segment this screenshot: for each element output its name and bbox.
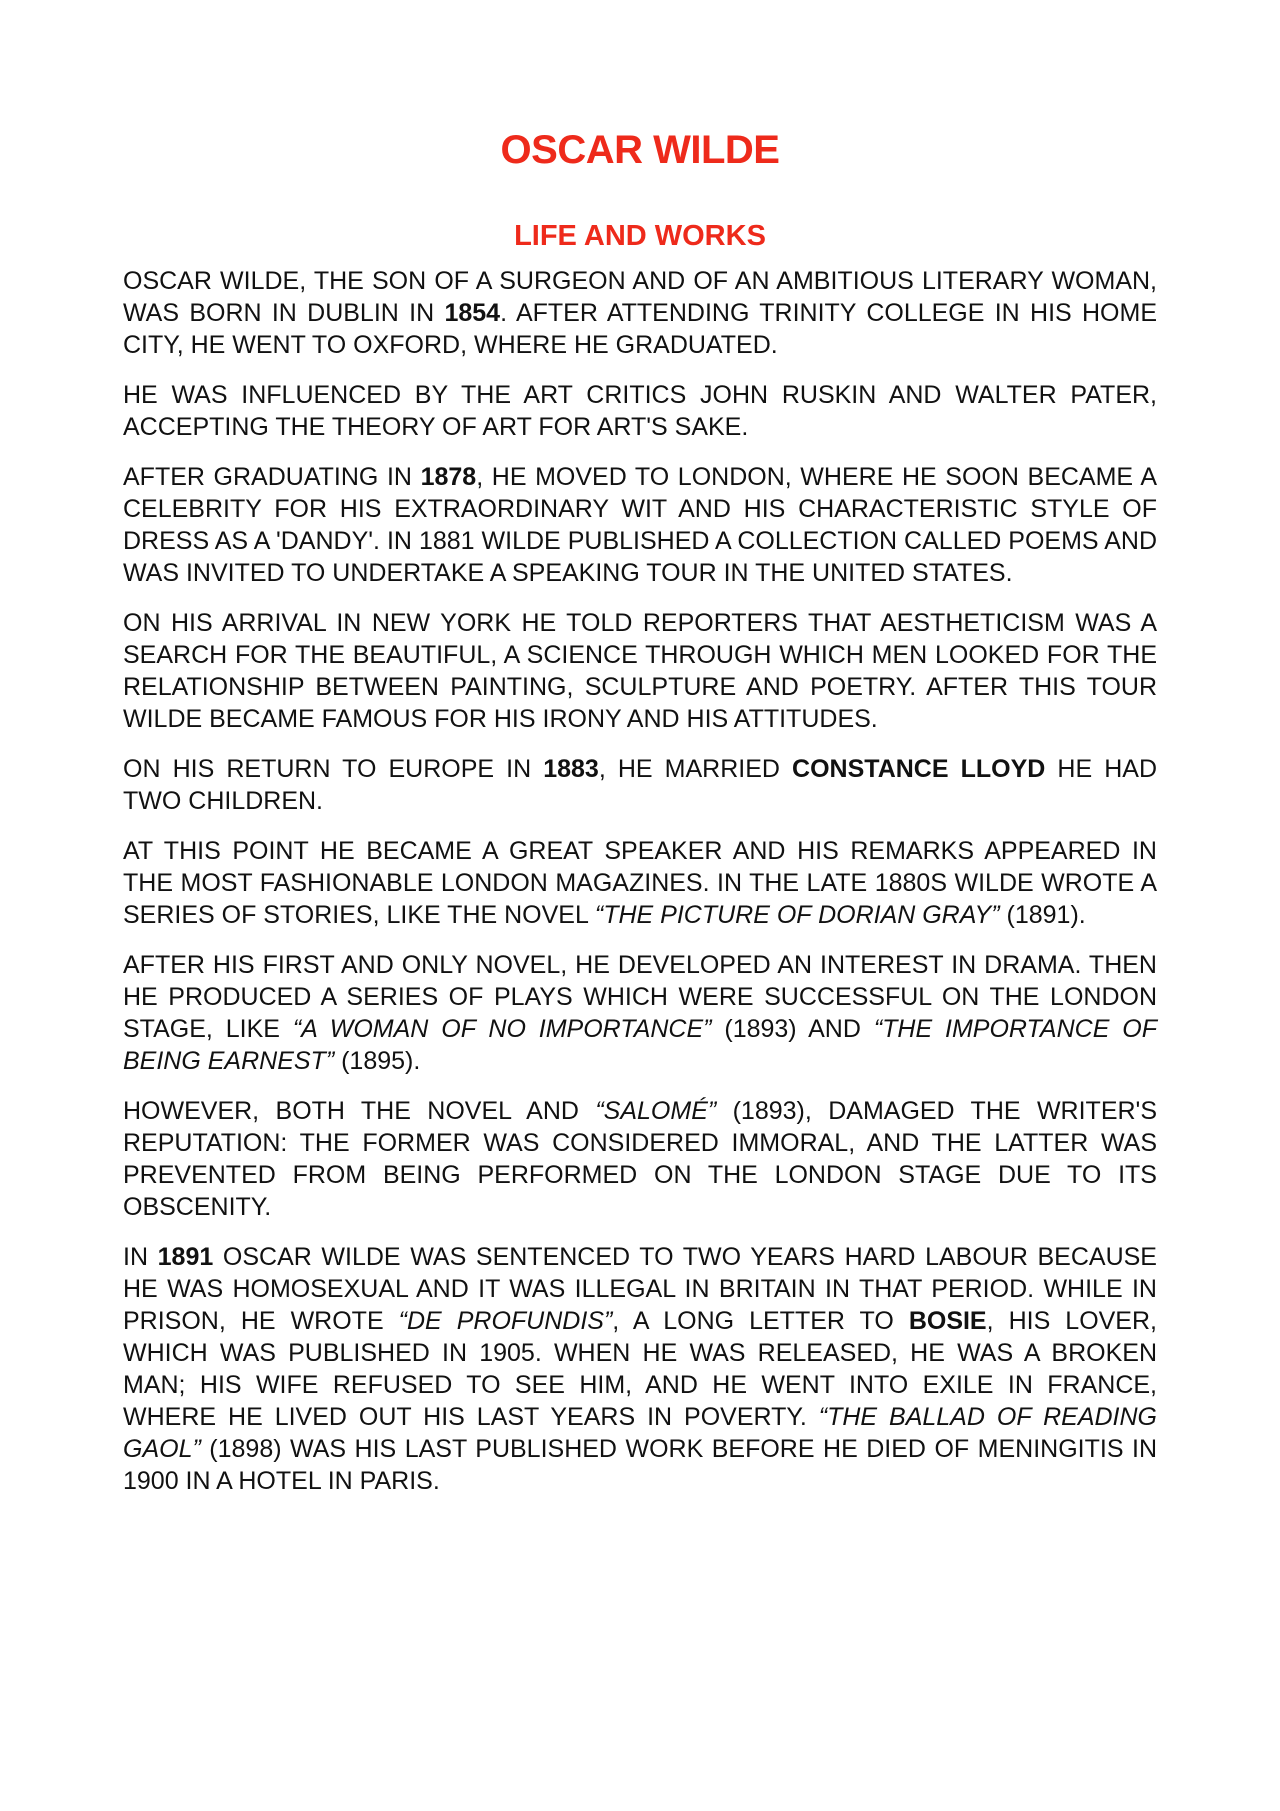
paragraph: [123, 835, 1157, 931]
paragraph: [123, 1241, 1157, 1497]
text-run: (1895).: [334, 1047, 421, 1075]
text-run: , HE MARRIED: [598, 755, 793, 783]
paragraph: [123, 265, 1157, 361]
paragraph: [123, 607, 1157, 735]
body-text: [123, 265, 1157, 1497]
italic-title: “A WOMAN OF NO IMPORTANCE”: [292, 1015, 712, 1043]
italic-title: “THE BALLAD OF READING GAOL”: [123, 1403, 1157, 1463]
text-run: OSCAR WILDE, THE SON OF A SURGEON AND OF AN AMBITIOUS LITERARY WOMAN, WAS BORN IN DUBLIN IN: [123, 267, 1157, 327]
text-run: , HE MOVED TO LONDON, WHERE HE SOON BECAME A CELEBRITY FOR HIS EXTRAORDINARY WIT AND HIS CHARACTERISTIC STYLE OF DRESS AS A 'DANDY'. IN 1881 WILDE PUBLISHED A COLLECTION CALLED POEMS AND WAS INVITED TO UNDERTAKE A SPEAKING TOUR IN THE UNITED STATES.: [123, 463, 1158, 587]
text-run: OSCAR WILDE WAS SENTENCED TO TWO YEARS HARD LABOUR BECAUSE HE WAS HOMOSEXUAL AND IT WAS ILLEGAL IN BRITAIN IN THAT PERIOD. WHILE IN PRISON, HE WROTE: [123, 1243, 1157, 1335]
text-run: . AFTER ATTENDING TRINITY COLLEGE IN HIS HOME CITY, HE WENT TO OXFORD, WHERE HE GRADUATED.: [123, 299, 1158, 359]
bold-text: BOSIE: [908, 1307, 987, 1335]
italic-title: “THE IMPORTANCE OF BEING EARNEST”: [123, 1015, 1157, 1075]
text-run: AFTER HIS FIRST AND ONLY NOVEL, HE DEVELOPED AN INTEREST IN DRAMA. THEN HE PRODUCED A SERIES OF PLAYS WHICH WERE SUCCESSFUL ON THE LONDON STAGE, LIKE: [123, 951, 1157, 1043]
bold-text: 1883: [543, 755, 599, 783]
bold-text: 1854: [444, 299, 501, 327]
paragraph: [123, 461, 1157, 589]
text-run: AT THIS POINT HE BECAME A GREAT SPEAKER AND HIS REMARKS APPEARED IN THE MOST FASHIONABLE LONDON MAGAZINES. IN THE LATE 1880S WILDE WROTE A SERIES OF STORIES, LIKE THE NOVEL: [123, 837, 1157, 929]
italic-title: “DE PROFUNDIS”: [398, 1307, 613, 1335]
italic-title: “THE PICTURE OF DORIAN GRAY”: [594, 901, 1000, 929]
text-run: (1898) WAS HIS LAST PUBLISHED WORK BEFORE HE DIED OF MENINGITIS IN 1900 IN A HOTEL IN PARIS.: [123, 1435, 1157, 1495]
text-run: ON HIS ARRIVAL IN NEW YORK HE TOLD REPORTERS THAT AESTHETICISM WAS A SEARCH FOR THE BEAUTIFUL, A SCIENCE THROUGH WHICH MEN LOOKED FOR THE RELATIONSHIP BETWEEN PAINTING, SCULPTURE AND POETRY. AFTER THIS TOUR WILDE BECAME FAMOUS FOR HIS IRONY AND HIS ATTITUDES.: [123, 609, 1157, 733]
text-run: (1893), DAMAGED THE WRITER'S REPUTATION: THE FORMER WAS CONSIDERED IMMORAL, AND THE LATTER WAS PREVENTED FROM BEING PERFORMED ON THE LONDON STAGE DUE TO ITS OBSCENITY.: [123, 1097, 1157, 1221]
paragraph: [123, 379, 1157, 443]
text-run: , HIS LOVER, WHICH WAS PUBLISHED IN 1905. WHEN HE WAS RELEASED, HE WAS A BROKEN MAN; HIS WIFE REFUSED TO SEE HIM, AND HE WENT INTO EXILE IN FRANCE, WHERE HE LIVED OUT HIS LAST YEARS IN POVERTY.: [123, 1307, 1157, 1431]
bold-text: CONSTANCE LLOYD: [792, 755, 1046, 783]
text-run: AFTER GRADUATING IN: [123, 463, 421, 491]
section-heading: LIFE AND WORKS: [514, 220, 766, 252]
bold-text: 1891: [157, 1243, 214, 1271]
paragraph: [123, 753, 1157, 817]
italic-title: “SALOMÉ”: [595, 1097, 717, 1125]
text-run: IN: [123, 1243, 158, 1271]
paragraph: [123, 949, 1157, 1077]
text-run: HOWEVER, BOTH THE NOVEL AND: [123, 1097, 596, 1125]
page-title: OSCAR WILDE: [500, 128, 780, 172]
text-run: (1893) AND: [711, 1015, 874, 1043]
bold-text: 1878: [420, 463, 477, 491]
text-run: , A LONG LETTER TO: [612, 1307, 909, 1335]
document-page: [123, 0, 1157, 1515]
text-run: (1891).: [999, 901, 1086, 929]
paragraph: [123, 1095, 1157, 1223]
text-run: HE HAD TWO CHILDREN.: [123, 755, 1158, 815]
text-run: ON HIS RETURN TO EUROPE IN: [123, 755, 544, 783]
text-run: HE WAS INFLUENCED BY THE ART CRITICS JOHN RUSKIN AND WALTER PATER, ACCEPTING THE THEORY OF ART FOR ART'S SAKE.: [123, 381, 1157, 441]
